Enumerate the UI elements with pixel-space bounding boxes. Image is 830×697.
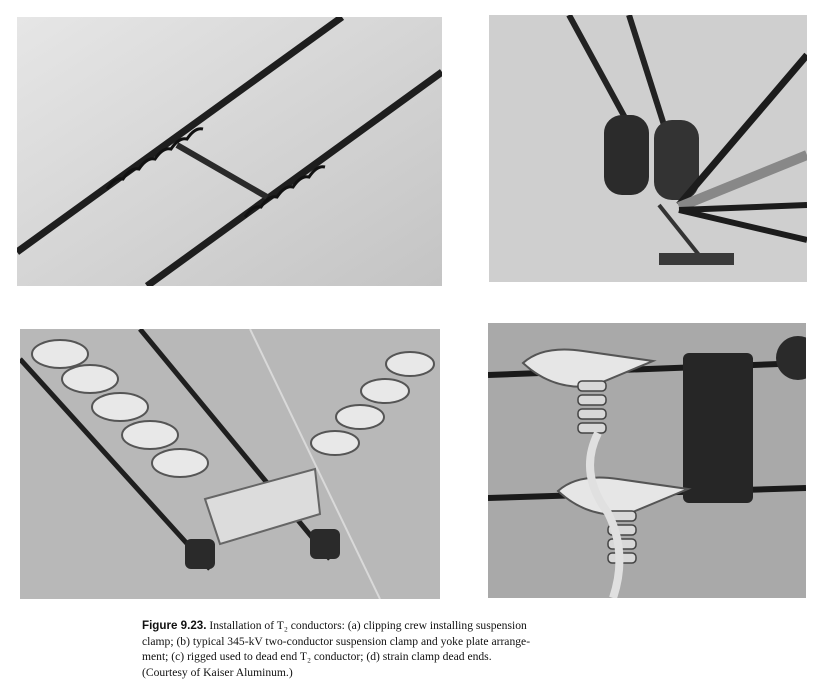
caption-line-4: (Courtesy of Kaiser Aluminum.) [142,665,293,679]
caption-text-1: Installation of T₂ conductors: (a) clipping crew installing suspension [209,619,527,632]
photo-d-strain-clamp [488,323,806,598]
photo-a-conductor-spacer [17,17,442,286]
photo-b-suspension-clamp [489,15,807,282]
figure-label: Figure 9.23. [142,619,207,632]
caption-line-2: clamp; (b) typical 345-kV two-conductor suspension clamp and yoke plate arrange- [142,634,531,648]
photo-c-dead-end-rigging [20,329,440,599]
figure-caption [142,618,672,680]
caption-line-3: ment; (c) rigged used to dead end T₂ conductor; (d) strain clamp dead ends. [142,650,492,663]
caption-line-1 [142,618,672,634]
